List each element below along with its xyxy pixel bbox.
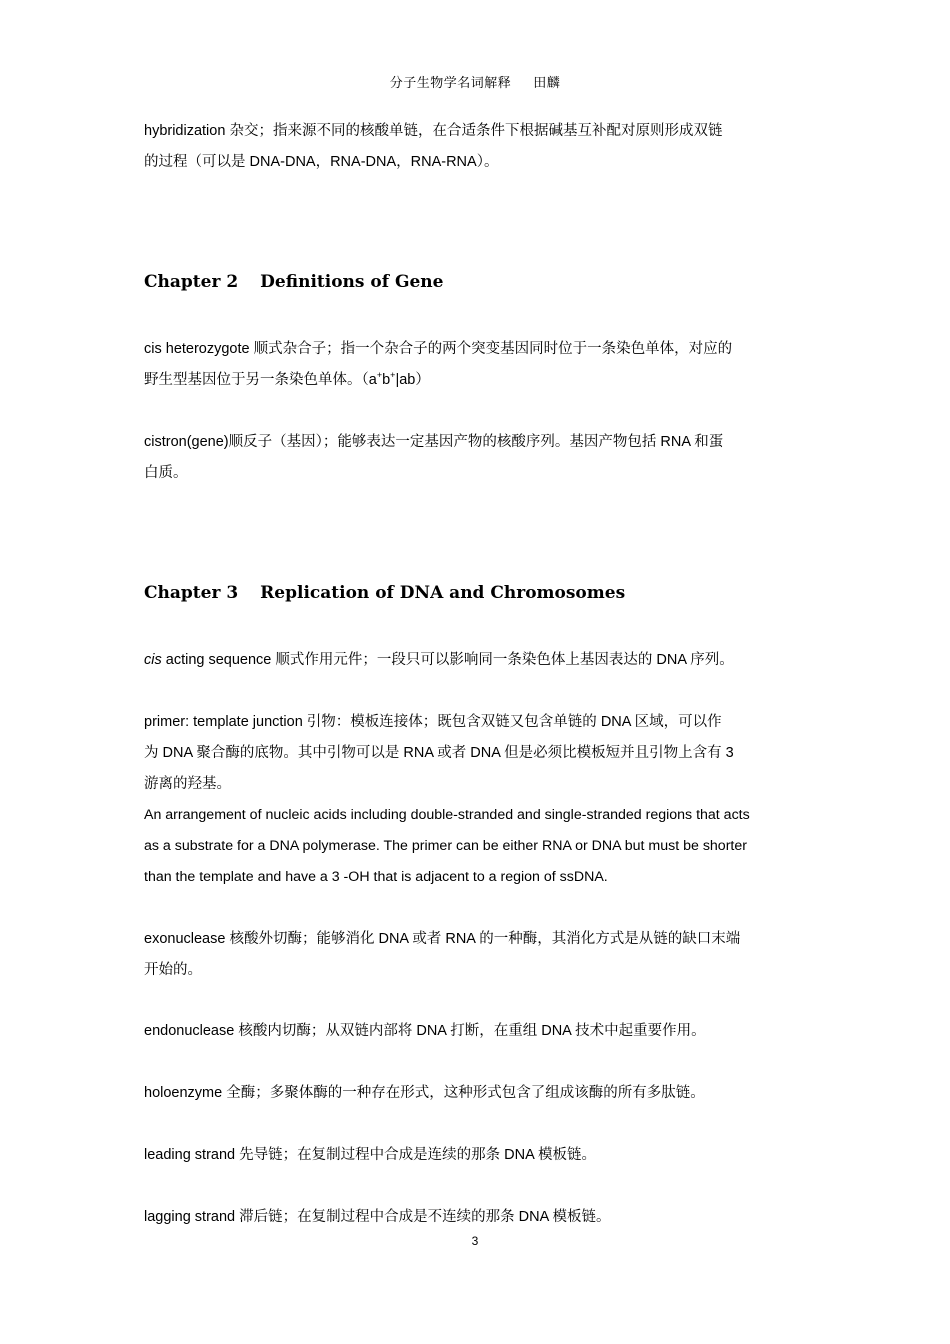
entry-term: endonuclease — [144, 1023, 235, 1039]
entry-lagging-strand — [144, 1202, 808, 1233]
entry-term: cistron(gene) — [144, 434, 229, 450]
entry-definition: 顺反子（基因）；能够表达一定基因产物的核酸序列。基因产物包括 RNA 和蛋 — [228, 434, 724, 450]
english-definition-line: An arrangement of nucleic acids including double-stranded and single-stranded regions that acts — [144, 807, 750, 823]
entry-term: cis heterozygote — [144, 341, 250, 357]
entry-definition: 顺式作用元件；一段只可以影响同一条染色体上基因表达的 DNA 序列。 — [271, 652, 734, 668]
chapter-heading — [144, 583, 808, 603]
entry-line: 白质。 — [144, 465, 188, 481]
english-definition-line: than the template and have a 3 -OH that is adjacent to a region of ssDNA. — [144, 869, 608, 885]
entry-line — [144, 924, 808, 955]
entry-cistron — [144, 427, 808, 489]
entry-term-italic: cis — [144, 652, 162, 668]
entry-line: 的过程（可以是 DNA-DNA，RNA-DNA，RNA-RNA）。 — [144, 154, 499, 170]
chapter-name: Replication of DNA and Chromosomes — [260, 583, 626, 603]
entry-definition: 顺式杂合子；指一个杂合子的两个突变基因同时位于一条染色单体，对应的 — [249, 341, 733, 357]
entry-term: holoenzyme — [144, 1085, 223, 1101]
superscript-plus: + — [390, 370, 396, 381]
entry-definition: 引物：模板连接体；既包含双链又包含单链的 DNA 区域，可以作 — [302, 714, 722, 730]
genotype-prefix: 野生型基因位于另一条染色单体。（a — [144, 372, 377, 388]
entry-term: lagging strand — [144, 1209, 236, 1225]
entry-line — [144, 1078, 808, 1109]
entry-term: hybridization — [144, 123, 226, 139]
page-number: 3 — [471, 1234, 479, 1248]
entry-line — [144, 1016, 808, 1047]
superscript-plus: + — [376, 370, 383, 381]
genotype-suffix: |ab） — [395, 372, 430, 388]
entry-endonuclease — [144, 1016, 808, 1047]
header-title: 分子生物学名词解释 — [389, 76, 512, 91]
chapter-number: Chapter 3 — [144, 583, 239, 603]
entry-holoenzyme — [144, 1078, 808, 1109]
chapter-heading — [144, 272, 808, 292]
entry-definition: 先导链；在复制过程中合成是连续的那条 DNA 模板链。 — [235, 1147, 596, 1163]
entry-definition: 滞后链；在复制过程中合成是不连续的那条 DNA 模板链。 — [235, 1209, 611, 1225]
entry-line — [144, 645, 808, 676]
entry-definition: 核酸内切酶；从双链内部将 DNA 打断，在重组 DNA 技术中起重要作用。 — [234, 1023, 706, 1039]
chapter-number: Chapter 2 — [144, 272, 239, 292]
entry-exonuclease — [144, 924, 808, 986]
entry-term: acting sequence — [161, 652, 272, 668]
entry-primer-template-junction — [144, 707, 808, 893]
entry-line: 游离的羟基。 — [144, 776, 231, 792]
header-author: 田麟 — [533, 76, 561, 91]
entry-leading-strand — [144, 1140, 808, 1171]
running-header — [0, 72, 950, 91]
entry-definition: 核酸外切酶；能够消化 DNA 或者 RNA 的一种酶，其消化方式是从链的缺口末端 — [225, 931, 741, 947]
entry-line — [144, 365, 808, 396]
entry-definition: 全酶；多聚体酶的一种存在形式，这种形式包含了组成该酶的所有多肽链。 — [222, 1085, 705, 1101]
entry-term: exonuclease — [144, 931, 226, 947]
entry-line — [144, 334, 808, 365]
entry-definition: 杂交；指来源不同的核酸单链，在合适条件下根据碱基互补配对原则形成双链 — [225, 123, 723, 139]
entry-cis-acting-sequence — [144, 645, 808, 676]
entry-line — [144, 1140, 808, 1171]
genotype-b: b — [382, 372, 391, 388]
entry-line: 为 DNA 聚合酶的底物。其中引物可以是 RNA 或者 DNA 但是必须比模板短并且引物上含有 3 — [144, 745, 734, 761]
entry-line: 开始的。 — [144, 962, 202, 978]
entry-term: leading strand — [144, 1147, 236, 1163]
chapter-name: Definitions of Gene — [260, 272, 444, 292]
entry-cis-heterozygote — [144, 334, 808, 396]
entry-line — [144, 707, 808, 738]
entry-hybridization — [144, 116, 808, 178]
entry-line — [144, 1202, 808, 1233]
entry-line — [144, 427, 808, 458]
english-definition-line: as a substrate for a DNA polymerase. The primer can be either RNA or DNA but must be shorter — [144, 838, 747, 854]
entry-line — [144, 116, 808, 147]
entry-term: primer: template junction — [144, 714, 303, 730]
